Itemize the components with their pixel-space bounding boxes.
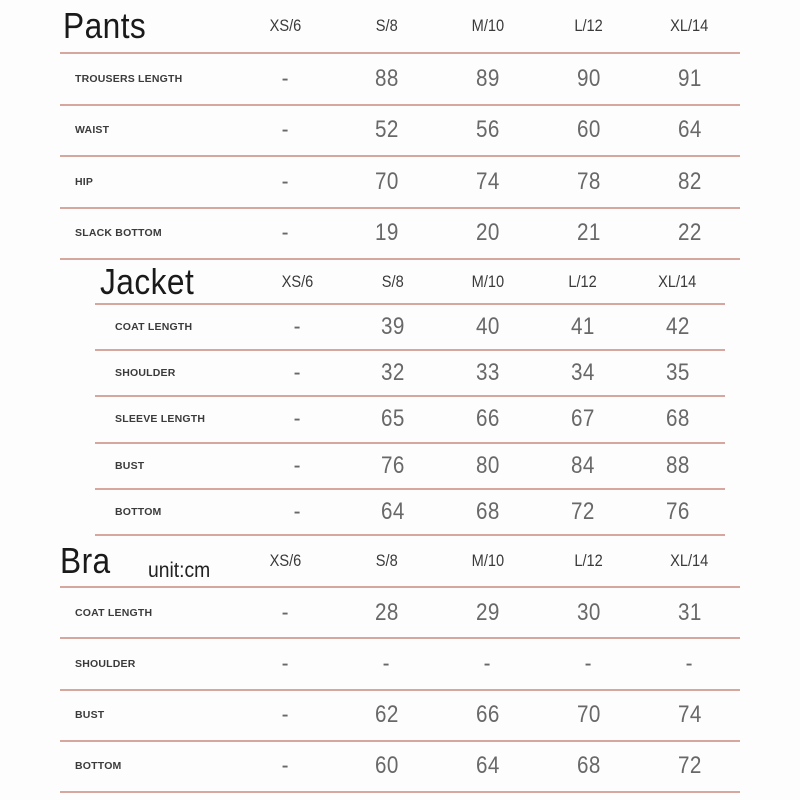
measurement-value-text: - [281,752,290,780]
size-column-header [336,551,437,571]
pants-table-body [60,54,740,260]
measurement-value [345,452,440,480]
measurement-value-text: 76 [665,497,690,525]
bra-title-cell [60,539,235,582]
measurement-value [345,359,440,387]
measurement-value [345,313,440,341]
measurement-value [336,65,437,93]
measurement-value [250,452,345,480]
measurement-value-text: 72 [570,497,595,525]
size-column-header [535,272,630,292]
measurement-value [250,498,345,526]
measurement-value-text: - [281,598,290,626]
measurement-label: COAT LENGTH [75,606,153,619]
measurement-value [336,599,437,627]
measurement-label: BUST [115,459,145,472]
size-column-header-text: M/10 [471,271,504,291]
measurement-row [60,106,740,158]
bra-header-row [60,536,740,588]
measurement-value [639,701,740,729]
measurement-row [95,444,725,490]
measurement-value [336,219,437,247]
measurement-value [235,168,336,196]
measurement-label: BOTTOM [115,505,162,518]
measurement-value [235,219,336,247]
measurement-value [440,359,535,387]
measurement-value-text: 67 [570,405,595,433]
measurement-value-text: 76 [380,451,405,479]
measurement-value [630,498,725,526]
measurement-label: SHOULDER [75,657,136,670]
measurement-value [639,650,740,678]
measurement-row [60,742,740,793]
measurement-value [437,650,538,678]
size-column-header-text: L/12 [574,550,603,570]
measurement-value-text: 74 [677,701,702,729]
measurement-label: SLEEVE LENGTH [115,413,206,426]
measurement-label: SHOULDER [115,367,176,380]
size-column-header [250,272,345,292]
measurement-row [60,209,740,261]
measurement-value-text: 84 [570,451,595,479]
measurement-value-text: - [293,497,302,525]
measurement-value-text: 80 [475,451,500,479]
pants-size-table [60,0,740,260]
measurement-value-text: 89 [475,64,500,92]
measurement-value [336,752,437,780]
bra-size-table [60,536,740,793]
measurement-value [538,65,639,93]
jacket-table-body [95,305,725,536]
measurement-value [535,359,630,387]
size-column-header [235,16,336,36]
measurement-value [235,116,336,144]
measurement-value [437,219,538,247]
size-column-header [639,551,740,571]
measurement-row [60,588,740,639]
size-column-header-text: S/8 [375,550,398,570]
jacket-table-title: Jacket [100,260,195,302]
measurement-value [535,498,630,526]
measurement-value-text: 28 [374,598,399,626]
measurement-value-text: 68 [665,405,690,433]
measurement-value-text: 31 [677,598,702,626]
measurement-value [437,168,538,196]
measurement-value-text: 21 [576,219,601,247]
size-column-header [437,16,538,36]
size-column-header [630,272,725,292]
measurement-value-text: 35 [665,359,690,387]
measurement-label: HIP [75,175,94,188]
measurement-value-text: - [293,405,302,433]
measurement-value [440,405,535,433]
measurement-value [538,116,639,144]
measurement-value [535,405,630,433]
size-column-header [235,551,336,571]
size-column-header-text: XL/14 [658,271,697,291]
size-column-header-text: L/12 [574,16,603,35]
measurement-value-text: 74 [475,167,500,195]
unit-label: unit:cm [147,558,211,582]
measurement-value [639,599,740,627]
measurement-value-text: - [483,649,492,677]
measurement-value-text: 56 [475,116,500,144]
pants-header-row [60,0,740,54]
measurement-value [538,219,639,247]
measurement-value [639,116,740,144]
measurement-value [345,405,440,433]
measurement-value [345,498,440,526]
measurement-value [235,650,336,678]
measurement-value [639,65,740,93]
measurement-value-text: 70 [374,167,399,195]
measurement-row [95,490,725,536]
measurement-row [60,639,740,690]
measurement-value-text: 30 [576,598,601,626]
measurement-value [535,452,630,480]
measurement-value [538,650,639,678]
size-column-header-text: S/8 [381,271,404,291]
measurement-value-text: - [584,649,593,677]
measurement-label: WAIST [75,124,110,137]
measurement-value [250,405,345,433]
measurement-label: BOTTOM [75,760,122,773]
measurement-value-text: 72 [677,752,702,780]
size-column-header-text: XL/14 [670,550,709,570]
measurement-value-text: 34 [570,359,595,387]
measurement-value-text: 88 [374,64,399,92]
measurement-value-text: 91 [677,64,702,92]
measurement-value-text: 78 [576,167,601,195]
measurement-value [235,65,336,93]
size-column-header-text: S/8 [375,16,398,35]
measurement-value-text: 65 [380,405,405,433]
size-column-header-text: XS/6 [281,271,314,291]
measurement-row [60,157,740,209]
measurement-value-text: - [685,649,694,677]
measurement-value-text: - [281,649,290,677]
measurement-value-text: 68 [475,497,500,525]
measurement-value [440,452,535,480]
measurement-value-text: 20 [475,219,500,247]
measurement-value-text: 19 [374,219,399,247]
measurement-value-text: 60 [576,116,601,144]
measurement-value [630,359,725,387]
measurement-value-text: 22 [677,219,702,247]
jacket-title-cell [95,260,250,302]
size-column-header [336,16,437,36]
measurement-value [538,168,639,196]
measurement-value [538,701,639,729]
measurement-value-text: 40 [475,313,500,341]
size-column-header-text: XS/6 [269,16,302,35]
measurement-value [538,752,639,780]
measurement-value [437,116,538,144]
measurement-value [535,313,630,341]
measurement-value-text: - [293,451,302,479]
measurement-value-text: 41 [570,313,595,341]
measurement-row [95,305,725,351]
size-column-header [538,551,639,571]
size-column-header-text: M/10 [471,550,504,570]
measurement-value [630,313,725,341]
size-column-header-text: L/12 [568,271,597,291]
measurement-value-text: - [281,167,290,195]
measurement-value [336,168,437,196]
size-column-header [440,272,535,292]
measurement-value-text: 32 [380,359,405,387]
measurement-label: SLACK BOTTOM [75,227,162,240]
measurement-value [440,313,535,341]
pants-table-title: Pants [63,5,147,46]
jacket-header-row [95,260,725,305]
measurement-value [235,599,336,627]
measurement-value-text: 88 [665,451,690,479]
measurement-value [538,599,639,627]
measurement-value-text: 33 [475,359,500,387]
size-column-header [437,551,538,571]
size-column-header [538,16,639,36]
measurement-value-text: - [382,649,391,677]
measurement-value [630,405,725,433]
measurement-row [60,691,740,742]
measurement-value-text: 64 [677,116,702,144]
bra-table-title: Bra [60,539,111,581]
measurement-value [336,116,437,144]
measurement-value-text: 70 [576,701,601,729]
measurement-value-text: 66 [475,701,500,729]
measurement-value-text: 82 [677,167,702,195]
jacket-size-table [95,260,725,536]
measurement-value [336,701,437,729]
measurement-value [235,701,336,729]
size-column-header [639,16,740,36]
pants-title-cell [60,5,235,46]
measurement-value [437,752,538,780]
measurement-row [60,54,740,106]
measurement-value-text: - [293,359,302,387]
measurement-value-text: 39 [380,313,405,341]
size-column-header-text: XL/14 [670,16,709,35]
measurement-value-text: - [281,219,290,247]
measurement-value [630,452,725,480]
measurement-value-text: 62 [374,701,399,729]
size-column-header [345,272,440,292]
measurement-row [95,351,725,397]
measurement-value-text: 64 [475,752,500,780]
measurement-value [235,752,336,780]
measurement-row [95,397,725,443]
measurement-value [336,650,437,678]
measurement-label: BUST [75,709,105,722]
measurement-value [437,65,538,93]
bra-table-body [60,588,740,793]
measurement-value-text: - [281,64,290,92]
measurement-value-text: 68 [576,752,601,780]
measurement-value-text: 64 [380,497,405,525]
measurement-label: TROUSERS LENGTH [75,72,183,85]
measurement-value [437,701,538,729]
measurement-value-text: 29 [475,598,500,626]
measurement-value [639,168,740,196]
measurement-label: COAT LENGTH [115,321,193,334]
size-column-header-text: XS/6 [269,550,302,570]
measurement-value [440,498,535,526]
measurement-value-text: 60 [374,752,399,780]
measurement-value-text: 42 [665,313,690,341]
measurement-value-text: - [281,116,290,144]
measurement-value-text: 52 [374,116,399,144]
measurement-value-text: - [281,701,290,729]
measurement-value-text: 90 [576,64,601,92]
measurement-value [250,313,345,341]
measurement-value [250,359,345,387]
size-column-header-text: M/10 [471,16,504,35]
measurement-value [437,599,538,627]
measurement-value-text: - [293,313,302,341]
measurement-value-text: 66 [475,405,500,433]
measurement-value [639,219,740,247]
measurement-value [639,752,740,780]
